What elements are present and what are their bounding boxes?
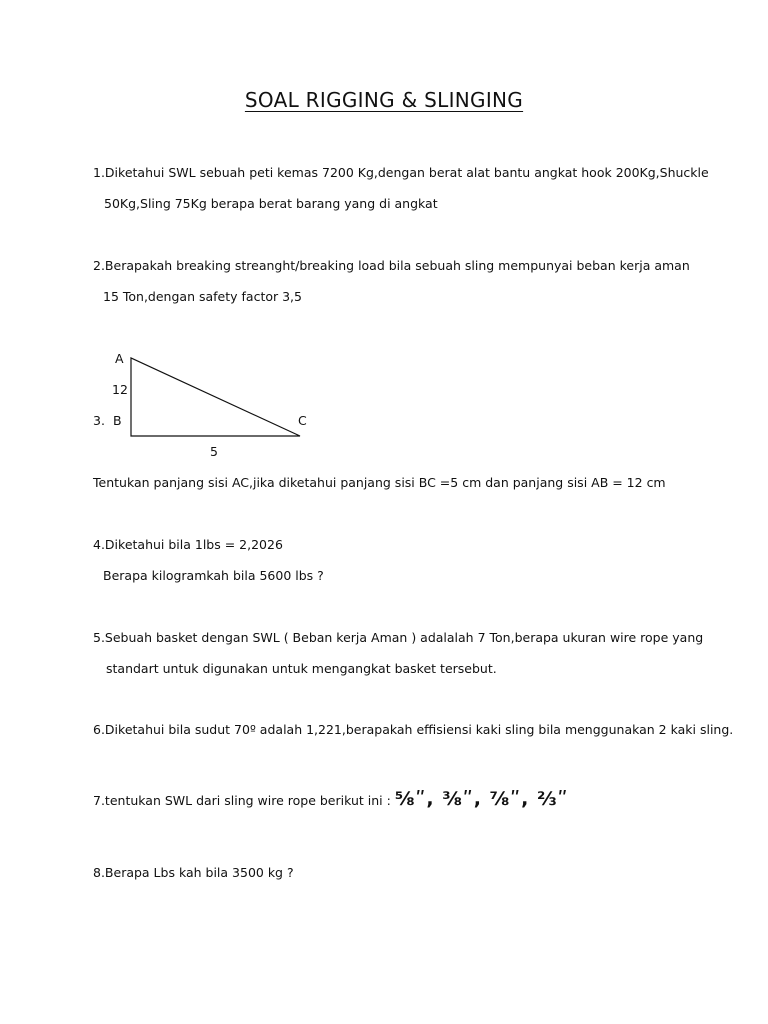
question-1-line-2: 50Kg,Sling 75Kg berapa berat barang yang di angkat [104,196,438,211]
question-6-line-1: 6.Diketahui bila sudut 70º adalah 1,221,berapakah effisiensi kaki sling bila menggunakan 2 kaki sling. [93,722,734,737]
question-7-line [93,788,569,810]
question-8-line-1: 8.Berapa Lbs kah bila 3500 kg ? [93,865,294,880]
side-bc-label: 5 [210,444,218,459]
question-7-fractions: ⅝ʺ, ⅜ʺ, ⅞ʺ, ⅔ʺ [394,788,569,810]
side-ab-label: 12 [112,382,128,397]
vertex-b-label: B [113,413,122,428]
question-5-line-1: 5.Sebuah basket dengan SWL ( Beban kerja Aman ) adalalah 7 Ton,berapa ukuran wire rope yang [93,630,704,645]
question-2-line-2: 15 Ton,dengan safety factor 3,5 [103,289,302,304]
triangle-shape [131,358,300,436]
question-7-prefix: 7.tentukan SWL dari sling wire rope berikut ini : [93,793,391,808]
question-4-line-1: 4.Diketahui bila 1lbs = 2,2026 [93,537,283,552]
question-5-line-2: standart untuk digunakan untuk mengangkat basket tersebut. [106,661,497,676]
right-triangle-diagram [80,340,340,465]
question-2-line-1: 2.Berapakah breaking streanght/breaking load bila sebuah sling mempunyai beban kerja aman [93,258,690,273]
question-3-number: 3. [93,413,105,428]
question-1-line-1: 1.Diketahui SWL sebuah peti kemas 7200 Kg,dengan berat alat bantu angkat hook 200Kg,Shuckle [93,165,709,180]
page-title: SOAL RIGGING & SLINGING [244,88,524,112]
question-4-line-2: Berapa kilogramkah bila 5600 lbs ? [103,568,324,583]
question-3-text: Tentukan panjang sisi AC,jika diketahui panjang sisi BC =5 cm dan panjang sisi AB = 12 cm [93,475,666,490]
vertex-c-label: C [298,413,307,428]
vertex-a-label: A [115,351,124,366]
